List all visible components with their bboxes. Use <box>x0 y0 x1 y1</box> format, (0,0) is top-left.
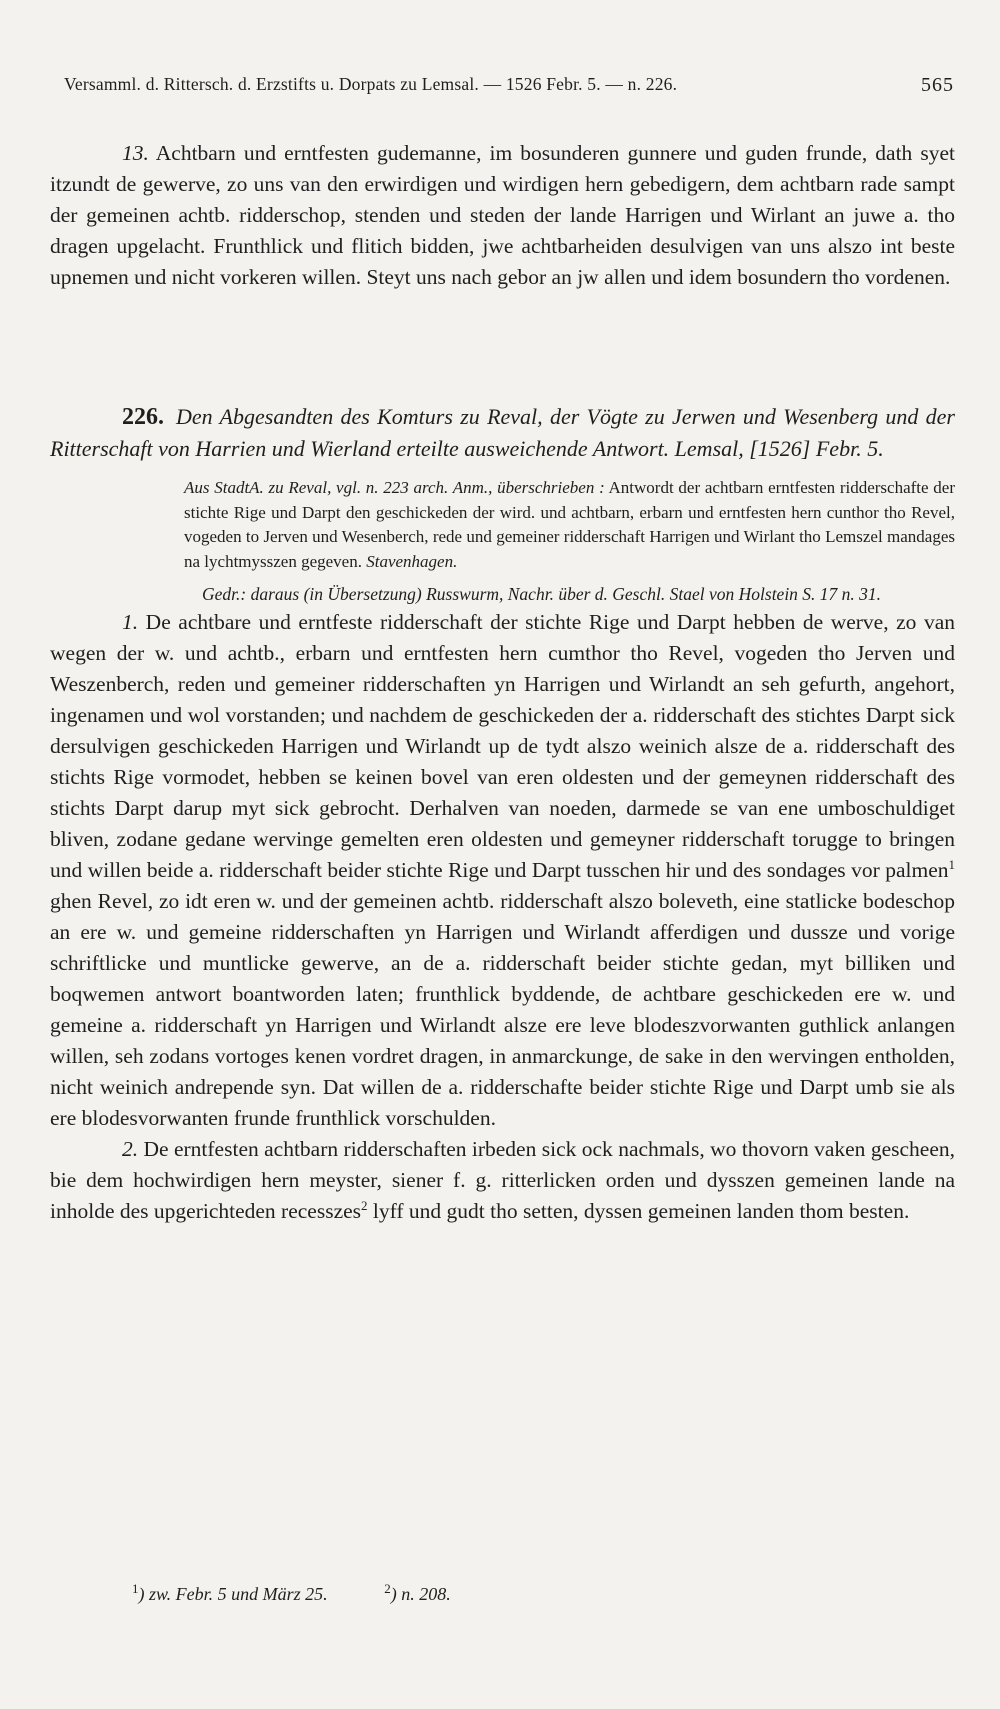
paragraph-text-a: De erntfesten achtbarn ridderschaften irbeden sick ock nachmals, wo thovorn vaken gescheen, bie dem hochwirdigen hern meyster, siener f. g. ritterlicken orden und dysszen gemeinen lande na inholde des upgerichteden recesszes <box>50 1137 955 1223</box>
source-lead: Aus StadtA. zu Reval, vgl. n. 223 arch. Anm., überschrieben : <box>184 478 605 497</box>
paragraph-number: 2. <box>122 1137 139 1161</box>
source-text: Antwordt der achtbarn erntfesten ridderschafte der stichte Rige und Darpt den geschickeden der wird. und achtbarn, erbarn und erntfesten hern cunthor tho Revel, vogeden to Jerven und Wesenberch, rede und gemeiner ridderschaft Harrigen und Wirlant tho Lemszel mandages na lychtmysszen gegeven. <box>184 478 956 571</box>
source-tail: Stavenhagen. <box>366 551 458 571</box>
section-title: Den Abgesandten des Komturs zu Reval, der Vögte zu Jerwen und Wesenberg und der Ritterschaft von Harrien und Wierland erteilte ausweichende Antwort. Lemsal, [1526] Febr. 5. <box>50 404 955 461</box>
paragraph-text: Achtbarn und erntfesten gudemanne, im bosunderen gunnere und guden frunde, dath syet itzundt de gewerve, zo uns van den erwirdigen und wirdigen hern gebedigern, dem achtbarn rade sampt der gemeinen achtb. ridderschop, stenden und steden der lande Harrigen und Wirlant an juwe a. tho dragen upgelacht. Frunthlick und flitich bidden, jwe achtbarheiden desulvigen van uns alszo int beste upnemen und nicht vorkeren willen. Steyt uns nach gebor an jw allen und idem bosundern tho vordenen. <box>50 141 955 289</box>
footnote-mark: 1 <box>132 1581 139 1596</box>
footnote-ref-2: 2 <box>361 1197 368 1213</box>
paragraph-number: 1. <box>122 610 139 634</box>
footnote-1: $^1$) zw. Febr. 5 und März 25. <box>132 1581 328 1604</box>
footnote-2: $^2$) n. 208. <box>384 1581 451 1604</box>
footnote-text: n. 208. <box>401 1584 451 1604</box>
page-number: 565 <box>921 74 954 96</box>
print-note-text: Gedr.: daraus (in Übersetzung) Russwurm, Nachr. über d. Geschl. Stael von Holstein S. 17 n. 31. <box>202 584 882 604</box>
footnote-mark: 2 <box>384 1581 391 1596</box>
running-title: Versamml. d. Rittersch. d. Erzstifts u. Dorpats zu Lemsal. — 1526 Febr. 5. — n. 226. <box>64 74 678 94</box>
paragraph-13 <box>50 138 955 293</box>
running-header <box>64 74 954 97</box>
footnote-text: zw. Febr. 5 und März 25. <box>149 1584 328 1604</box>
section-heading <box>50 401 955 464</box>
paragraph-2 <box>50 1134 955 1227</box>
paragraph-number: 13. <box>122 141 149 165</box>
page-body <box>50 138 955 1227</box>
footnote-ref-1: 1 <box>948 856 955 872</box>
paragraph-text-a: De achtbare und erntfeste ridderschaft der stichte Rige und Darpt hebben de werve, zo van wegen der w. und achtb., erbarn und erntfesten hern cumthor tho Revel, vogeden tho Jerven und Weszenberch, reden und gemeiner ridderschaften yn Harrigen und Wirlandt an seh gefurth, angehort, ingenamen und wol vorstanden; und nachdem de geschickeden der a. ridderschaft des stichtes Darpt sick dersulvigen geschickeden Harrigen und Wirlandt up de tydt alszo weinich alsze de a. ridderschaft des stichts Rige vormodet, hebben se keinen bovel van eren oldesten und der gemeynen ridderschaft des stichts Darpt darup myt sick gebrocht. Derhalven van noeden, darmede se van ene umboschuldiget bliven, zodane gedane wervinge gemelten eren oldesten und gemeyner ridderschaft torugge to bringen und willen beide a. ridderschaft beider stichte Rige und Darpt tusschen hir und des sondages vor palmen <box>50 610 955 882</box>
section-number: 226. <box>122 404 164 430</box>
print-note <box>50 582 955 607</box>
paragraph-text-b: lyff und gudt tho setten, dyssen gemeinen landen thom besten. <box>367 1199 910 1223</box>
blank-space <box>50 293 955 401</box>
paragraph-1 <box>50 607 955 1134</box>
footnotes <box>132 1581 503 1605</box>
paragraph-text-b: ghen Revel, zo idt eren w. und der gemeinen achtb. ridderschaft alszo boleveth, eine statlicke bodeschop an ere w. und gemeine ridderschaften yn Harrigen und Wirlandt afferdigen und dussze und vorige schriftlicke und muntlicke gewerve, an de a. ridderschaft beider stichte gedan, myt billiken und boqwemen antwort boantworden laten; frunthlick byddende, de achtbare geschickeden ere w. und gemeine a. ridderschaft yn Harrigen und Wirlandt alsze ere leve blodeszvorwanten guthlick anlangen willen, seh zodans vortoges kenen vordret dragen, in anmarckunge, de sake in den wervingen entholden, nicht weinich andrepende syn. Dat willen de a. ridderschafte beider stichte Rige und Darpt umb sie als ere blodesvorwanten frunde frunthlick vorschulden. <box>50 889 955 1130</box>
source-note <box>50 476 955 574</box>
